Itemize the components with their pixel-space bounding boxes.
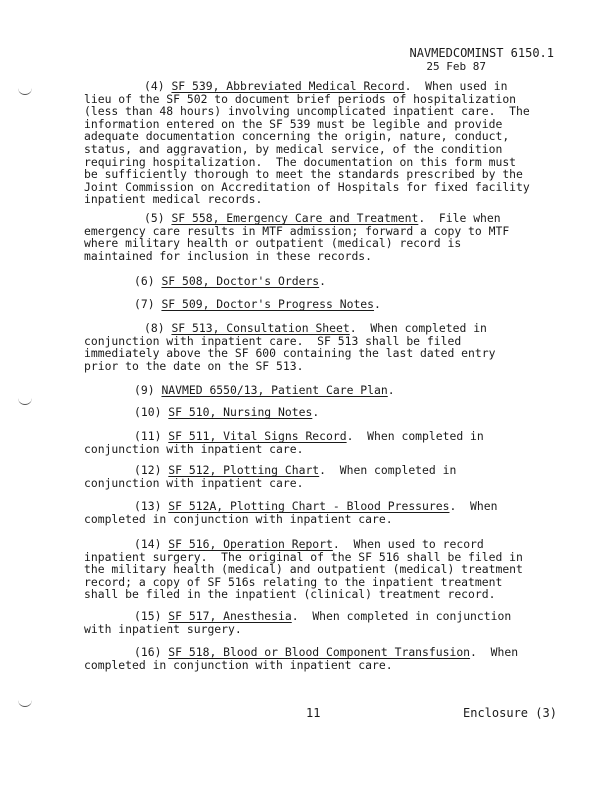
paragraph-line: inpatient medical records. [84,192,263,207]
paragraph-number: (11) [134,429,162,443]
binding-mark [18,398,32,405]
paragraph-12 [84,464,564,489]
document-date: 25 Feb 87 [426,60,486,73]
paragraph-line: with inpatient surgery. [84,621,242,636]
form-title: SF 511, Vital Signs Record [168,429,347,443]
paragraph-line: prior to the date on the SF 513. [84,358,304,373]
paragraph-line: lieu of the SF 502 to document brief periods of hospitalization [84,91,517,106]
paragraph-text: . When [470,645,519,659]
instruction-number: NAVMEDCOMINST 6150.1 [409,46,554,60]
paragraph-number: (12) [134,463,162,477]
paragraph-9 [84,384,564,397]
paragraph-line: status, and aggravation, by medical service, of the condition [84,141,503,156]
paragraph-number: (13) [134,499,162,513]
paragraph-line: conjunction with inpatient care. [84,475,304,490]
form-title: SF 539, Abbreviated Medical Record [171,79,405,93]
binding-mark [18,700,32,707]
form-title: SF 512, Plotting Chart [168,463,320,477]
paragraph-number: (16) [134,645,162,659]
paragraph-15 [84,610,564,635]
paragraph-8 [84,322,564,372]
paragraph-text: . When completed in [319,463,457,477]
form-title: NAVMED 6550/13, Patient Care Plan [161,383,388,397]
form-title: SF 512A, Plotting Chart - Blood Pressures [168,499,450,513]
paragraph-number: (8) [144,321,165,335]
paragraph-text: . When used to record [332,537,484,551]
paragraph-text: . File when [418,211,501,225]
paragraph-7 [84,298,564,311]
form-title: SF 508, Doctor's Orders [161,274,320,288]
paragraph-11 [84,430,564,455]
paragraph-line: inpatient surgery. The original of the SF 516 shall be filed in [84,549,523,564]
paragraph-4 [84,80,564,206]
paragraph-number: (10) [134,405,162,419]
paragraph-text: . When completed in conjunction [291,609,512,623]
paragraph-number: (15) [134,609,162,623]
form-title: SF 516, Operation Report [168,537,333,551]
paragraph-13 [84,500,564,525]
paragraph-number: (9) [134,383,155,397]
paragraph-line: requiring hospitalization. The documentation on this form must [84,154,517,169]
form-title: SF 558, Emergency Care and Treatment [171,211,419,225]
paragraph-number: (4) [144,79,165,93]
paragraph-line: conjunction with inpatient care. [84,441,304,456]
paragraph-line: shall be filed in the inpatient (clinical) treatment record. [84,587,496,602]
paragraph-text: . [312,405,320,419]
paragraph-line: be sufficiently thorough to meet the standards prescribed by the [84,167,523,182]
paragraph-line: information entered on the SF 539 must be legible and provide [84,116,503,131]
paragraph-16 [84,646,564,671]
paragraph-text: . When completed in [349,321,487,335]
binding-mark [18,88,32,95]
paragraph-number: (6) [134,274,155,288]
paragraph-line: immediately above the SF 600 containing the last dated entry [84,346,496,361]
paragraph-line: where military health or outpatient (medical) record is [84,236,462,251]
paragraph-10 [84,406,564,419]
paragraph-line: conjunction with inpatient care. SF 513 shall be filed [84,333,462,348]
paragraph-line: (less than 48 hours) involving uncomplicated inpatient care. The [84,104,530,119]
paragraph-text: . [319,274,327,288]
paragraph-6 [84,275,564,288]
form-title: SF 510, Nursing Notes [168,405,313,419]
paragraph-text: . When completed in [346,429,484,443]
paragraph-line: completed in conjunction with inpatient care. [84,511,393,526]
paragraph-line: Joint Commission on Accreditation of Hospitals for fixed facility [84,179,530,194]
paragraph-14 [84,538,564,601]
paragraph-number: (14) [134,537,162,551]
paragraph-text: . When [449,499,498,513]
paragraph-line: adequate documentation concerning the origin, nature, conduct, [84,129,510,144]
enclosure-label: Enclosure (3) [463,706,557,720]
paragraph-text: . [387,383,395,397]
paragraph-5 [84,212,564,262]
paragraph-line: completed in conjunction with inpatient care. [84,657,393,672]
paragraph-line: the military health (medical) and outpatient (medical) treatment [84,562,523,577]
page-number: 11 [306,706,321,720]
form-title: SF 509, Doctor's Progress Notes [161,297,375,311]
form-title: SF 513, Consultation Sheet [171,321,350,335]
paragraph-number: (7) [134,297,155,311]
paragraph-text: . When used in [404,79,508,93]
form-title: SF 517, Anesthesia [168,609,292,623]
paragraph-line: emergency care results in MTF admission; forward a copy to MTF [84,223,510,238]
paragraph-number: (5) [144,211,165,225]
paragraph-text: . [374,297,381,311]
paragraph-line: maintained for inclusion in these records. [84,248,373,263]
form-title: SF 518, Blood or Blood Component Transfusion [168,645,471,659]
paragraph-line: record; a copy of SF 516s relating to the inpatient treatment [84,574,503,589]
